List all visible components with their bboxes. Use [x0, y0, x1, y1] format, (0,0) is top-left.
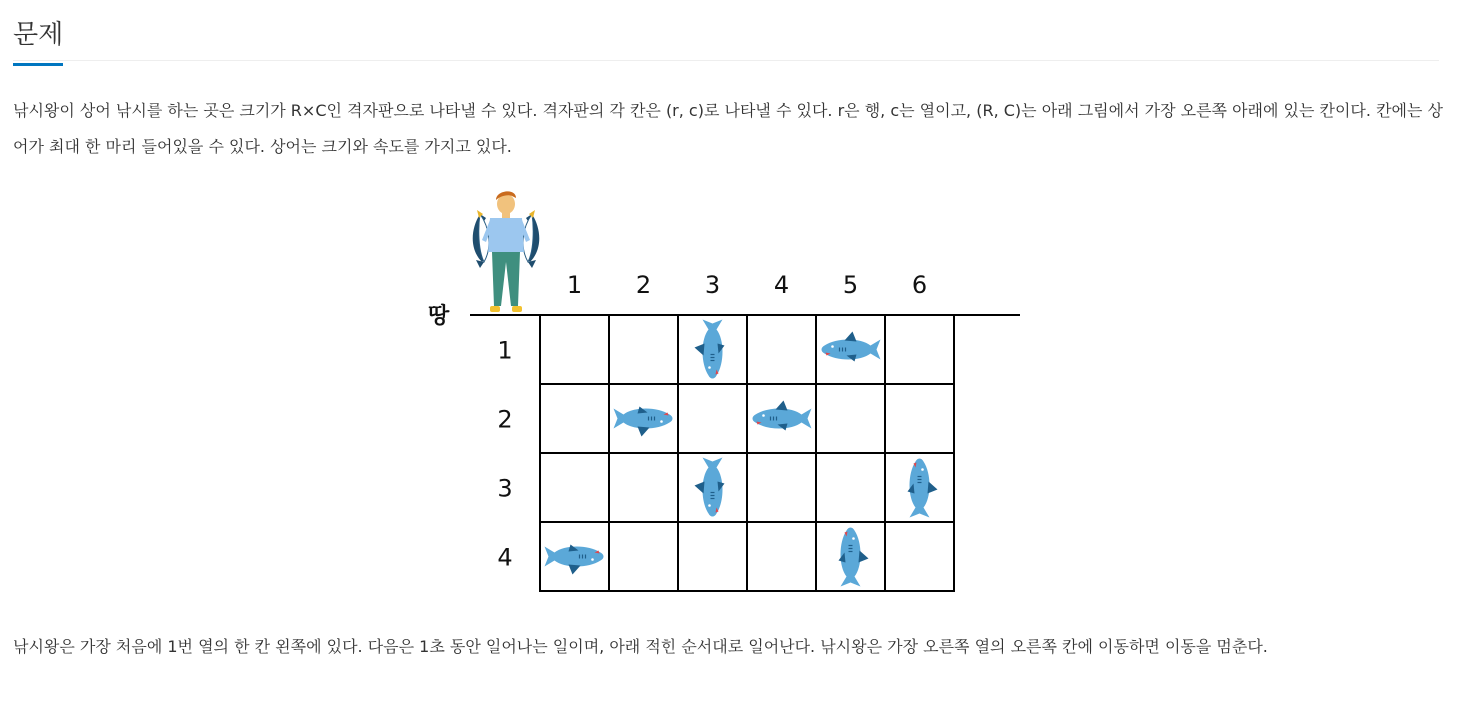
grid-cell [540, 453, 609, 522]
grid-cell [678, 384, 747, 453]
grid-cell [885, 384, 954, 453]
column-label: 6 [911, 271, 928, 299]
grid-cell [747, 384, 816, 453]
grid-cell [816, 384, 885, 453]
sharks-layer [545, 320, 938, 587]
grid-cell [609, 453, 678, 522]
grid-cell [747, 522, 816, 591]
problem-paragraph-1: 낚시왕이 상어 낚시를 하는 곳은 크기가 R×C인 격자판으로 나타낼 수 있다. 격자판의 각 칸은 (r, c)로 나타낼 수 있다. r은 행, c는 열이고, (R, C)는 아래 그림에서 가장 오른쪽 아래에 있는 칸이다. 칸에는 상어가 최대 한 마리 들어있을 수 있다. 상어는 크기와 속도를 가지고 있다. [13, 101, 1443, 156]
row-label: 4 [497, 543, 513, 572]
grid-cell [885, 522, 954, 591]
grid-cell [540, 522, 609, 591]
ground-label: 땅 [428, 304, 450, 329]
row-label: 1 [497, 336, 513, 365]
problem-section-header [13, 0, 1439, 61]
section-title: 문제 [13, 14, 63, 66]
grid-cell [609, 384, 678, 453]
shark-icon [695, 320, 725, 379]
grid-cell [678, 453, 747, 522]
grid-cell [885, 315, 954, 384]
shark-icon [908, 459, 938, 518]
row-labels [497, 337, 512, 572]
held-fish-right-icon [523, 210, 539, 268]
fishing-grid [540, 315, 954, 591]
held-fish-left-icon [473, 210, 489, 268]
grid-cell [678, 315, 747, 384]
shark-icon [822, 332, 881, 362]
grid-cell [540, 384, 609, 453]
shark-icon [614, 407, 673, 437]
grid-cell [609, 522, 678, 591]
fishing-king-figure [473, 191, 540, 312]
column-label: 4 [773, 271, 790, 299]
shark-icon [695, 458, 725, 517]
grid-cell [816, 315, 885, 384]
grid-cell [747, 315, 816, 384]
column-label: 1 [566, 271, 583, 299]
grid-cell [816, 522, 885, 591]
grid-cell [678, 522, 747, 591]
row-label: 2 [497, 405, 513, 434]
shark-icon [753, 401, 812, 431]
grid-cell [609, 315, 678, 384]
shark-icon [839, 528, 869, 587]
column-label: 3 [704, 271, 721, 299]
shark-icon [545, 545, 604, 575]
row-label: 3 [497, 474, 513, 503]
grid-cell [540, 315, 609, 384]
grid-cell [885, 453, 954, 522]
problem-paragraph-2: 낚시왕은 가장 처음에 1번 열의 한 칸 왼쪽에 있다. 다음은 1초 동안 일어나는 일이며, 아래 적힌 순서대로 일어난다. 낚시왕은 가장 오른쪽 열의 오른쪽 칸에 이동하면 이동을 멈춘다. [13, 637, 1268, 656]
grid-cell [816, 453, 885, 522]
column-label: 2 [635, 271, 652, 299]
column-labels [567, 271, 927, 299]
grid-cell [747, 453, 816, 522]
column-label: 5 [842, 271, 859, 299]
